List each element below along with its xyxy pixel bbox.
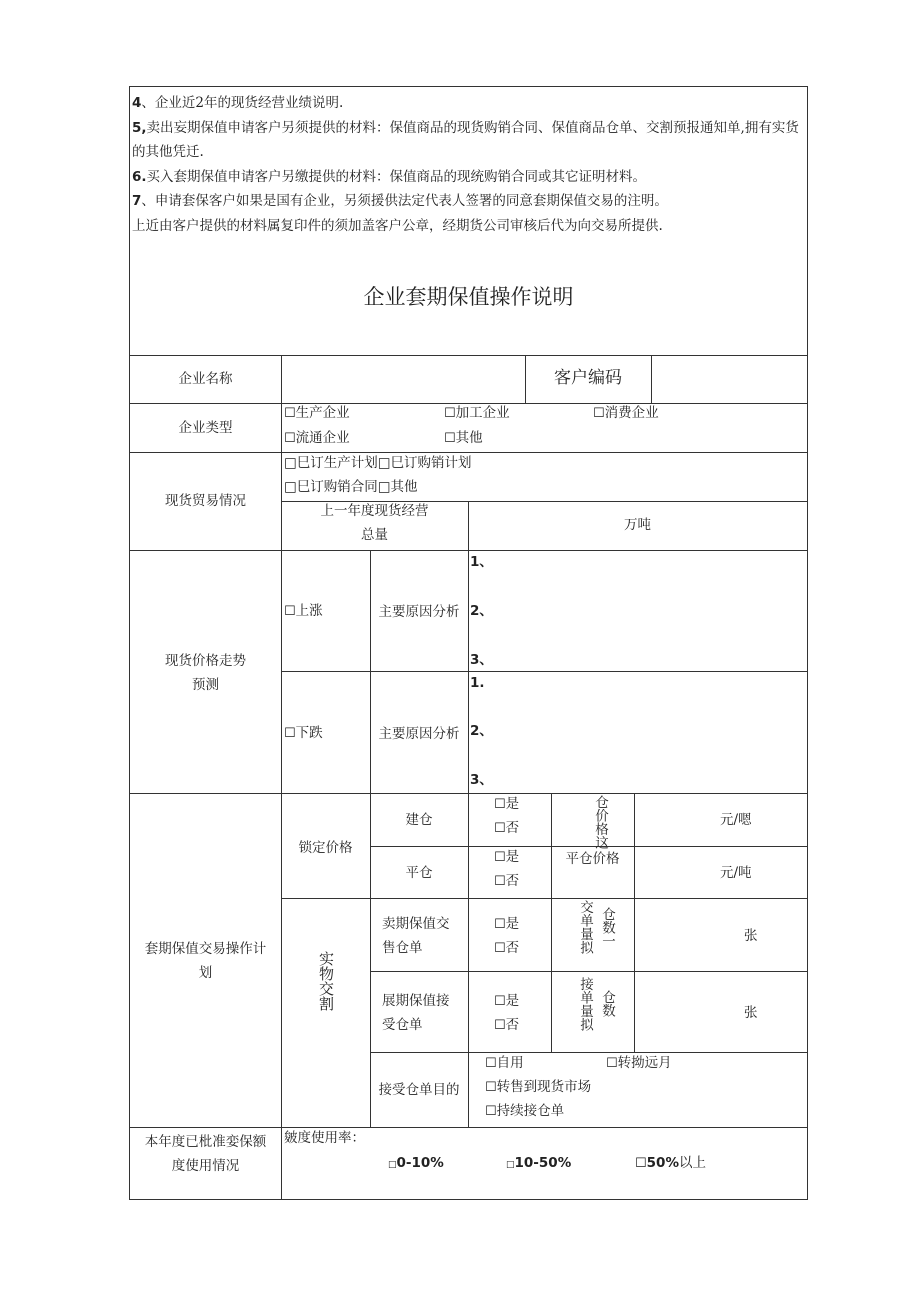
quota-usage-label-1: 本年度已枇准娈保额 xyxy=(144,1134,267,1150)
spot-trade-label: 现货贸易情况 xyxy=(165,493,246,509)
down-reason-1[interactable]: 1. xyxy=(470,675,485,691)
note-6: 6.买入套期保值申请客户另缴提供的材料：保值商品的现统购销合同或其它证明材料。 xyxy=(132,168,647,185)
close-position-label: 平仓 xyxy=(405,865,433,881)
application-form xyxy=(129,86,808,1200)
notes-section xyxy=(132,91,804,238)
up-reason-3[interactable]: 3、 xyxy=(470,652,493,668)
type-processing-checkbox[interactable]: ☐ 加工企业 xyxy=(444,404,510,423)
trade-plan-options[interactable]: □巳订生产计划□巳订购销计划 xyxy=(284,455,472,471)
sell-no-checkbox[interactable]: ☐ 否 xyxy=(494,939,519,958)
up-reason-1[interactable]: 1、 xyxy=(470,554,493,570)
roll-qty-label-col2: 接单量拟 xyxy=(577,977,593,1031)
lock-price-label: 锁定价格 xyxy=(298,840,353,856)
close-price-unit[interactable]: 元/吨 xyxy=(720,865,752,881)
type-other-checkbox[interactable]: ☐ 其他 xyxy=(444,429,483,448)
col-divider xyxy=(468,793,469,1127)
col-divider xyxy=(370,793,371,1127)
open-no-checkbox[interactable]: ☐ 否 xyxy=(494,819,519,838)
close-no-checkbox[interactable]: ☐ 否 xyxy=(494,872,519,891)
down-reason-label: 主要原因分析 xyxy=(378,726,460,742)
annual-volume-label-1: 上一年度现货经营 xyxy=(320,503,429,519)
row-divider xyxy=(370,846,807,847)
company-name-label: 企业名称 xyxy=(178,371,233,387)
open-price-label: 仓价格这 xyxy=(592,795,608,849)
note-final: 上近由客户提供的材料属复印件的须加盖客户公章，经期货公司审核后代为向交易所提供. xyxy=(132,217,663,234)
roll-no-checkbox[interactable]: ☐ 否 xyxy=(494,1016,519,1035)
sell-hedge-label-1: 卖期保值交 xyxy=(382,916,450,932)
annual-volume-unit[interactable]: 万吨 xyxy=(624,517,651,533)
physical-delivery-label: 实物交割 xyxy=(317,951,335,1011)
type-production-checkbox[interactable]: ☐ 生产企业 xyxy=(284,404,350,423)
hedging-plan-label-1: 套期保值交易操作计 xyxy=(144,941,267,957)
roll-hedge-label-2: 受仓单 xyxy=(382,1017,423,1033)
down-reason-2[interactable]: 2、 xyxy=(470,723,493,739)
sell-yes-checkbox[interactable]: ☐ 是 xyxy=(494,915,519,934)
purpose-own-use-checkbox[interactable]: ☐ 自用 xyxy=(485,1054,524,1073)
quota-usage-label-2: 度使用情况 xyxy=(171,1158,240,1174)
row-divider xyxy=(370,971,807,972)
roll-qty-unit[interactable]: 张 xyxy=(744,1005,758,1021)
up-reason-2[interactable]: 2、 xyxy=(470,603,493,619)
trade-contract-options[interactable]: □巳订购销合同□其他 xyxy=(284,479,418,495)
col-divider xyxy=(281,355,282,1200)
client-code-label: 客户编码 xyxy=(554,368,622,388)
col-divider xyxy=(634,793,635,1052)
close-yes-checkbox[interactable]: ☐ 是 xyxy=(494,848,519,867)
col-divider xyxy=(551,793,552,1052)
company-type-label: 企业类型 xyxy=(178,420,233,436)
row-divider xyxy=(281,671,807,672)
quota-10-50-checkbox[interactable]: □10-50% xyxy=(506,1155,572,1171)
open-yes-checkbox[interactable]: ☐ 是 xyxy=(494,795,519,814)
note-4: 4、企业近2年的现货经营业绩说明. xyxy=(132,95,344,111)
sell-qty-label-col1: 仓数一 xyxy=(599,907,615,948)
type-circulation-checkbox[interactable]: ☐ 流通企业 xyxy=(284,429,350,448)
roll-hedge-label-1: 展期保值接 xyxy=(382,993,450,1009)
col-divider xyxy=(370,550,371,793)
price-forecast-label-2: 预测 xyxy=(192,677,219,693)
forecast-down-checkbox[interactable]: ☐ 下跌 xyxy=(284,724,323,743)
row-divider xyxy=(281,898,807,899)
quota-rate-label: 皴度使用率： xyxy=(284,1130,365,1146)
roll-qty-label-col1: 仓数 xyxy=(599,990,615,1017)
form-title: 企业套期保值操作说明 xyxy=(363,285,574,309)
open-position-label: 建仓 xyxy=(405,812,433,828)
row-divider xyxy=(370,1052,807,1053)
quota-50-plus-checkbox[interactable]: ☐ 50%以上 xyxy=(635,1154,706,1173)
receipt-purpose-label: 接受仓单目的 xyxy=(378,1082,460,1098)
row-divider xyxy=(130,1127,807,1128)
col-divider xyxy=(468,550,469,793)
sell-qty-label-col2: 交单量拟 xyxy=(577,900,593,954)
purpose-continue-checkbox[interactable]: ☐ 持续接仓单 xyxy=(485,1102,564,1121)
forecast-up-checkbox[interactable]: ☐ 上涨 xyxy=(284,602,323,621)
hedging-plan-label-2: 划 xyxy=(198,965,213,981)
row-divider xyxy=(130,452,807,453)
note-7: 7、申请套保客户如果是国有企业，另须援供法定代表人签署的同意套期保值交易的注明。 xyxy=(132,193,668,209)
quota-0-10-checkbox[interactable]: □0-10% xyxy=(388,1155,444,1171)
open-price-unit[interactable]: 元/嗯 xyxy=(720,812,752,828)
sell-hedge-label-2: 售仓单 xyxy=(382,940,423,956)
client-code-field[interactable] xyxy=(652,356,807,403)
annual-volume-label-2: 总量 xyxy=(361,527,388,543)
down-reason-3[interactable]: 3、 xyxy=(470,772,493,788)
purpose-roll-forward-checkbox[interactable]: ☐ 转拗远月 xyxy=(606,1054,672,1073)
note-5: 5,卖出妄期保值申请客户另须提供的材料：保值商品的现货购销合同、保值商品仓单、交割预报通知单,拥有实货的其他凭迁. xyxy=(132,119,799,160)
purpose-resell-checkbox[interactable]: ☐ 转售到现货市场 xyxy=(485,1078,591,1097)
close-price-label: 平仓价格 xyxy=(565,851,620,867)
roll-yes-checkbox[interactable]: ☐ 是 xyxy=(494,992,519,1011)
price-forecast-label-1: 现货价格走势 xyxy=(165,653,246,669)
up-reason-label: 主要原因分析 xyxy=(378,604,460,620)
type-consumption-checkbox[interactable]: ☐ 消费企业 xyxy=(593,404,659,423)
sell-qty-unit[interactable]: 张 xyxy=(744,928,758,944)
company-name-field[interactable] xyxy=(282,356,525,403)
